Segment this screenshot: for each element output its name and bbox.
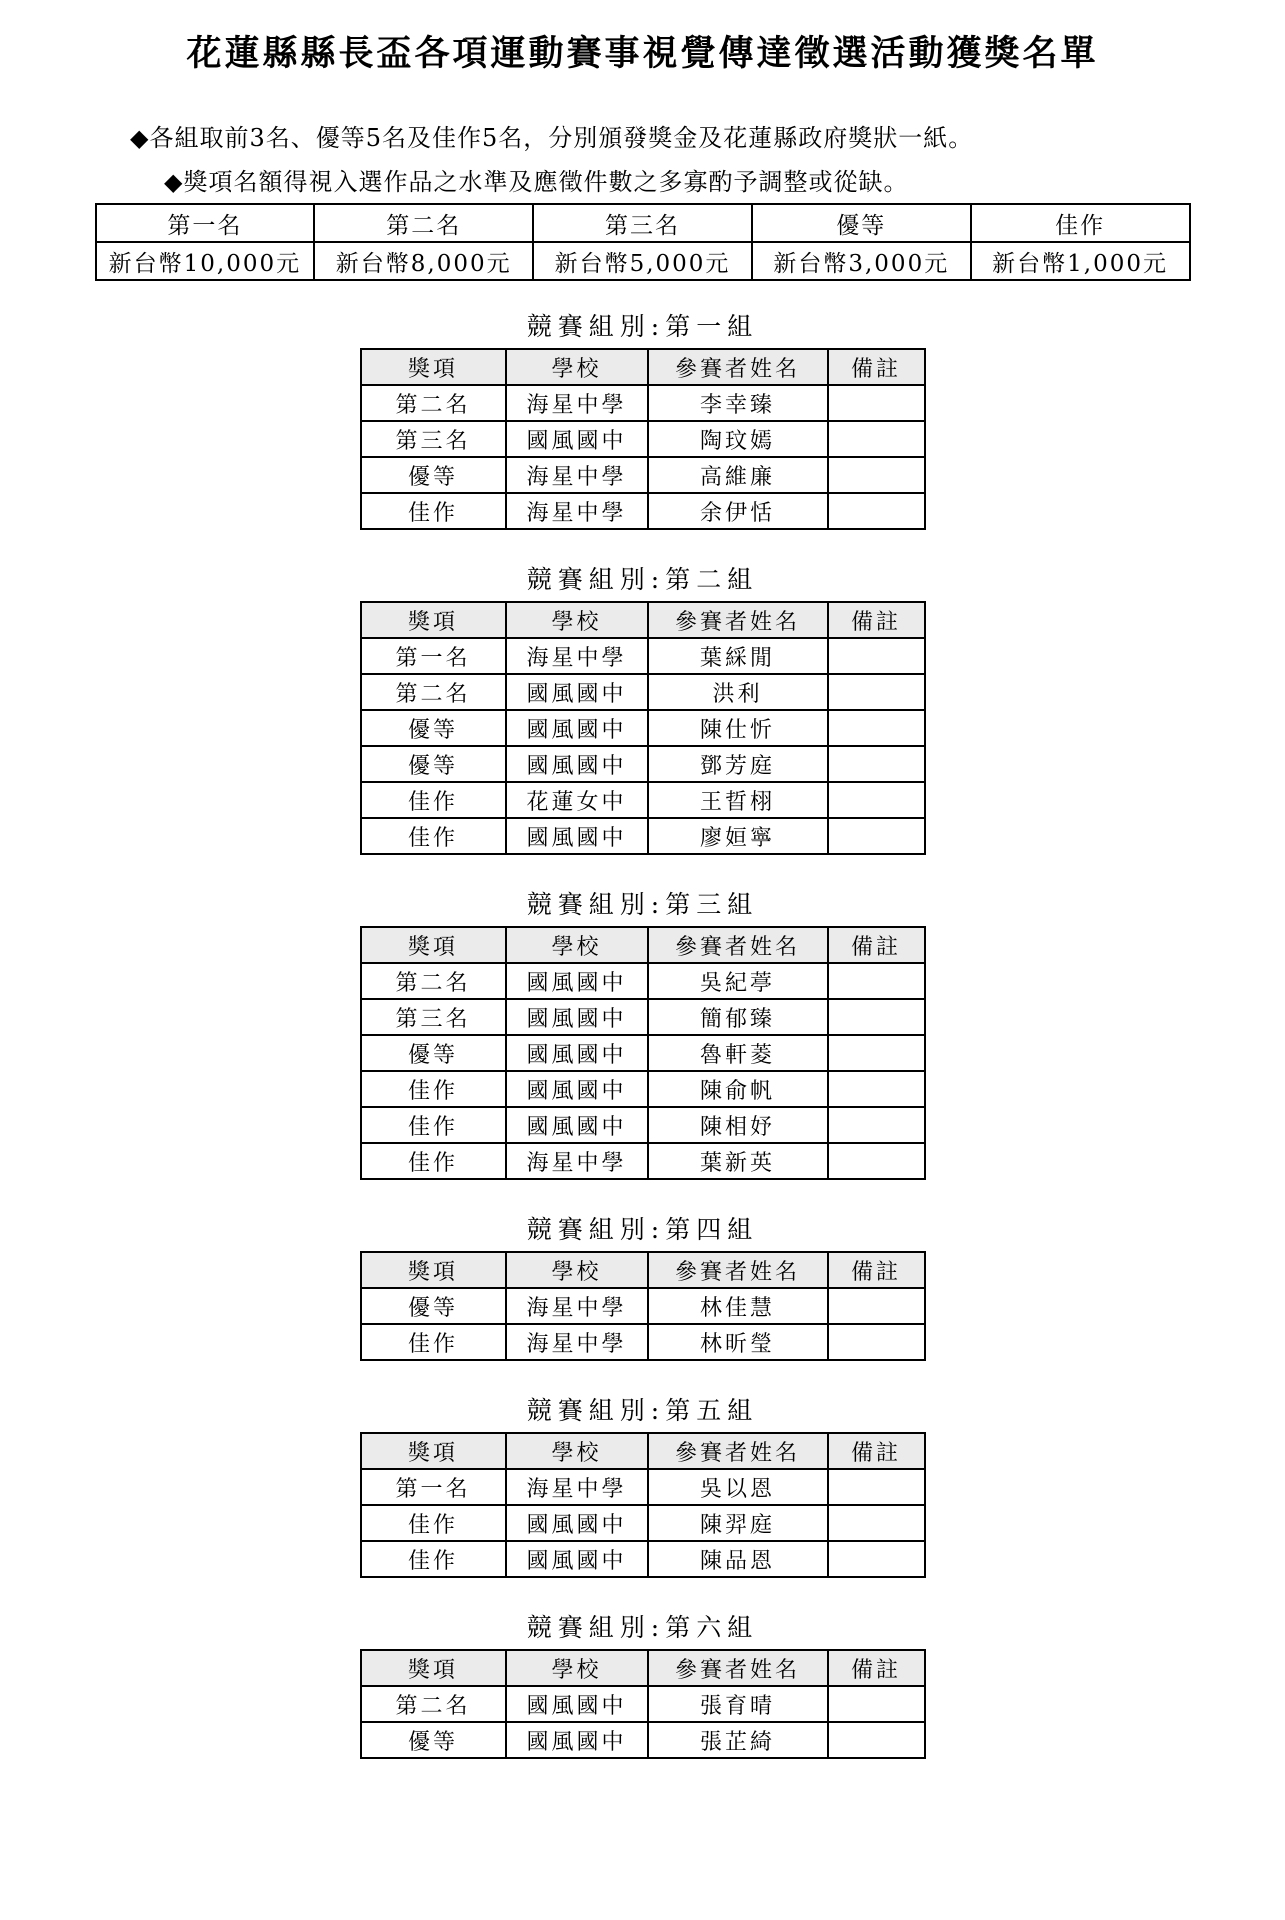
prize-table-header-row — [96, 204, 1190, 242]
prize-header-first: 第一名 — [96, 204, 315, 242]
remark-column-header: 備註 — [828, 1650, 925, 1686]
participant-name-cell: 高維廉 — [648, 457, 828, 493]
group-section-5 — [0, 1391, 1285, 1578]
participant-name-cell: 陶玟嫣 — [648, 421, 828, 457]
group-section-1 — [0, 307, 1285, 530]
awards-table — [360, 926, 926, 1180]
table-row — [361, 493, 925, 529]
prize-amount-merit: 新台幣3,000元 — [752, 242, 971, 280]
group-section-6 — [0, 1608, 1285, 1759]
table-row — [361, 782, 925, 818]
participant-name-cell: 陳仕忻 — [648, 710, 828, 746]
remark-column-header: 備註 — [828, 927, 925, 963]
awards-table-header-row — [361, 1252, 925, 1288]
school-cell: 國風國中 — [506, 1107, 648, 1143]
remark-cell — [828, 1107, 925, 1143]
group-title: 競賽組別:第三組 — [526, 890, 759, 919]
remark-cell — [828, 746, 925, 782]
participant-name-cell: 林昕瑩 — [648, 1324, 828, 1360]
group-title: 競賽組別:第二組 — [526, 565, 759, 594]
table-row — [361, 1143, 925, 1179]
table-row — [361, 963, 925, 999]
remark-column-header: 備註 — [828, 1252, 925, 1288]
group-tables-container — [0, 307, 1285, 1759]
participant-name-cell: 葉新英 — [648, 1143, 828, 1179]
group-title: 競賽組別:第五組 — [526, 1396, 759, 1425]
participant-column-header: 參賽者姓名 — [648, 349, 828, 385]
group-section-3 — [0, 885, 1285, 1180]
table-row — [361, 818, 925, 854]
award-column-header: 獎項 — [361, 1252, 506, 1288]
table-row — [361, 710, 925, 746]
table-row — [361, 1324, 925, 1360]
participant-name-cell: 吳紀葶 — [648, 963, 828, 999]
prize-header-third: 第三名 — [533, 204, 752, 242]
school-cell: 國風國中 — [506, 1541, 648, 1577]
awards-table — [360, 348, 926, 530]
participant-name-cell: 陳俞帆 — [648, 1071, 828, 1107]
award-cell: 優等 — [361, 1722, 506, 1758]
award-cell: 優等 — [361, 1035, 506, 1071]
remark-cell — [828, 421, 925, 457]
award-cell: 佳作 — [361, 1143, 506, 1179]
table-row — [361, 457, 925, 493]
participant-name-cell: 陳相妤 — [648, 1107, 828, 1143]
prize-header-merit: 優等 — [752, 204, 971, 242]
award-column-header: 獎項 — [361, 927, 506, 963]
school-cell: 海星中學 — [506, 1469, 648, 1505]
awards-table-header-row — [361, 1433, 925, 1469]
participant-column-header: 參賽者姓名 — [648, 927, 828, 963]
table-row — [361, 1469, 925, 1505]
remark-cell — [828, 385, 925, 421]
prize-table — [95, 203, 1191, 281]
award-cell: 第三名 — [361, 999, 506, 1035]
participant-name-cell: 陳羿庭 — [648, 1505, 828, 1541]
school-column-header: 學校 — [506, 1433, 648, 1469]
prize-amount-honorable: 新台幣1,000元 — [971, 242, 1190, 280]
remark-cell — [828, 1288, 925, 1324]
table-row — [361, 1722, 925, 1758]
school-cell: 海星中學 — [506, 1143, 648, 1179]
awards-table-header-row — [361, 1650, 925, 1686]
awards-table-header-row — [361, 602, 925, 638]
award-cell: 第二名 — [361, 963, 506, 999]
award-cell: 佳作 — [361, 1505, 506, 1541]
awards-table — [360, 1251, 926, 1361]
award-cell: 優等 — [361, 710, 506, 746]
table-row — [361, 385, 925, 421]
remark-cell — [828, 674, 925, 710]
group-section-4 — [0, 1210, 1285, 1361]
school-cell: 國風國中 — [506, 674, 648, 710]
remark-cell — [828, 1071, 925, 1107]
award-column-header: 獎項 — [361, 349, 506, 385]
prize-amount-second: 新台幣8,000元 — [314, 242, 533, 280]
school-column-header: 學校 — [506, 1650, 648, 1686]
remark-cell — [828, 782, 925, 818]
table-row — [361, 1107, 925, 1143]
award-cell: 佳作 — [361, 818, 506, 854]
group-title: 競賽組別:第四組 — [526, 1215, 759, 1244]
notes-block — [0, 118, 1285, 197]
participant-name-cell: 魯軒菱 — [648, 1035, 828, 1071]
participant-name-cell: 李幸臻 — [648, 385, 828, 421]
awards-table — [360, 1649, 926, 1759]
school-column-header: 學校 — [506, 349, 648, 385]
participant-name-cell: 林佳慧 — [648, 1288, 828, 1324]
remark-cell — [828, 1469, 925, 1505]
award-cell: 第一名 — [361, 1469, 506, 1505]
participant-name-cell: 王晢栩 — [648, 782, 828, 818]
participant-name-cell: 洪利 — [648, 674, 828, 710]
participant-name-cell: 廖姮寧 — [648, 818, 828, 854]
award-cell: 佳作 — [361, 782, 506, 818]
table-row — [361, 1071, 925, 1107]
participant-column-header: 參賽者姓名 — [648, 1252, 828, 1288]
prize-amount-third: 新台幣5,000元 — [533, 242, 752, 280]
award-cell: 佳作 — [361, 1324, 506, 1360]
award-cell: 優等 — [361, 1288, 506, 1324]
table-row — [361, 1686, 925, 1722]
remark-cell — [828, 710, 925, 746]
school-cell: 國風國中 — [506, 1505, 648, 1541]
remark-cell — [828, 1324, 925, 1360]
school-cell: 海星中學 — [506, 1324, 648, 1360]
table-row — [361, 638, 925, 674]
remark-cell — [828, 638, 925, 674]
remark-cell — [828, 493, 925, 529]
award-cell: 佳作 — [361, 1541, 506, 1577]
participant-column-header: 參賽者姓名 — [648, 602, 828, 638]
participant-column-header: 參賽者姓名 — [648, 1650, 828, 1686]
participant-column-header: 參賽者姓名 — [648, 1433, 828, 1469]
prize-header-second: 第二名 — [314, 204, 533, 242]
award-cell: 優等 — [361, 457, 506, 493]
school-column-header: 學校 — [506, 927, 648, 963]
participant-name-cell: 簡郁臻 — [648, 999, 828, 1035]
award-cell: 第一名 — [361, 638, 506, 674]
award-cell: 佳作 — [361, 1071, 506, 1107]
school-cell: 海星中學 — [506, 1288, 648, 1324]
remark-cell — [828, 1541, 925, 1577]
prize-table-amount-row — [96, 242, 1190, 280]
awards-table-header-row — [361, 927, 925, 963]
school-cell: 海星中學 — [506, 385, 648, 421]
participant-name-cell: 張芷綺 — [648, 1722, 828, 1758]
remark-column-header: 備註 — [828, 602, 925, 638]
awards-table — [360, 1432, 926, 1578]
award-column-header: 獎項 — [361, 1433, 506, 1469]
school-cell: 海星中學 — [506, 638, 648, 674]
table-row — [361, 1035, 925, 1071]
awards-table — [360, 601, 926, 855]
note-line-1: ◆各組取前3名、優等5名及佳作5名，分別頒發獎金及花蓮縣政府獎狀一紙。 — [130, 124, 974, 152]
remark-cell — [828, 818, 925, 854]
remark-cell — [828, 1686, 925, 1722]
table-row — [361, 999, 925, 1035]
award-cell: 佳作 — [361, 1107, 506, 1143]
school-cell: 國風國中 — [506, 1722, 648, 1758]
participant-name-cell: 吳以恩 — [648, 1469, 828, 1505]
award-column-header: 獎項 — [361, 1650, 506, 1686]
remark-column-header: 備註 — [828, 349, 925, 385]
participant-name-cell: 張育晴 — [648, 1686, 828, 1722]
remark-column-header: 備註 — [828, 1433, 925, 1469]
school-cell: 國風國中 — [506, 963, 648, 999]
award-column-header: 獎項 — [361, 602, 506, 638]
school-column-header: 學校 — [506, 1252, 648, 1288]
school-cell: 國風國中 — [506, 710, 648, 746]
school-cell: 海星中學 — [506, 493, 648, 529]
school-cell: 國風國中 — [506, 1035, 648, 1071]
remark-cell — [828, 1722, 925, 1758]
school-cell: 國風國中 — [506, 746, 648, 782]
participant-name-cell: 鄧芳庭 — [648, 746, 828, 782]
table-row — [361, 421, 925, 457]
table-row — [361, 746, 925, 782]
award-cell: 第二名 — [361, 1686, 506, 1722]
school-cell: 國風國中 — [506, 818, 648, 854]
school-cell: 國風國中 — [506, 999, 648, 1035]
table-row — [361, 1288, 925, 1324]
remark-cell — [828, 1035, 925, 1071]
group-title: 競賽組別:第六組 — [526, 1613, 759, 1642]
remark-cell — [828, 1505, 925, 1541]
award-cell: 佳作 — [361, 493, 506, 529]
remark-cell — [828, 1143, 925, 1179]
remark-cell — [828, 457, 925, 493]
award-cell: 第二名 — [361, 674, 506, 710]
participant-name-cell: 葉綵閒 — [648, 638, 828, 674]
prize-header-honorable: 佳作 — [971, 204, 1190, 242]
remark-cell — [828, 963, 925, 999]
group-title: 競賽組別:第一組 — [526, 312, 759, 341]
page-title: 花蓮縣縣長盃各項運動賽事視覺傳達徵選活動獲獎名單 — [186, 33, 1099, 74]
table-row — [361, 1505, 925, 1541]
school-column-header: 學校 — [506, 602, 648, 638]
prize-amount-first: 新台幣10,000元 — [96, 242, 315, 280]
group-section-2 — [0, 560, 1285, 855]
school-cell: 國風國中 — [506, 1071, 648, 1107]
table-row — [361, 674, 925, 710]
school-cell: 花蓮女中 — [506, 782, 648, 818]
award-cell: 第二名 — [361, 385, 506, 421]
school-cell: 國風國中 — [506, 1686, 648, 1722]
note-line-2: ◆獎項名額得視入選作品之水準及應徵件數之多寡酌予調整或從缺。 — [164, 168, 909, 196]
remark-cell — [828, 999, 925, 1035]
school-cell: 國風國中 — [506, 421, 648, 457]
award-cell: 第三名 — [361, 421, 506, 457]
award-cell: 優等 — [361, 746, 506, 782]
participant-name-cell: 余伊恬 — [648, 493, 828, 529]
awards-table-header-row — [361, 349, 925, 385]
participant-name-cell: 陳品恩 — [648, 1541, 828, 1577]
table-row — [361, 1541, 925, 1577]
school-cell: 海星中學 — [506, 457, 648, 493]
